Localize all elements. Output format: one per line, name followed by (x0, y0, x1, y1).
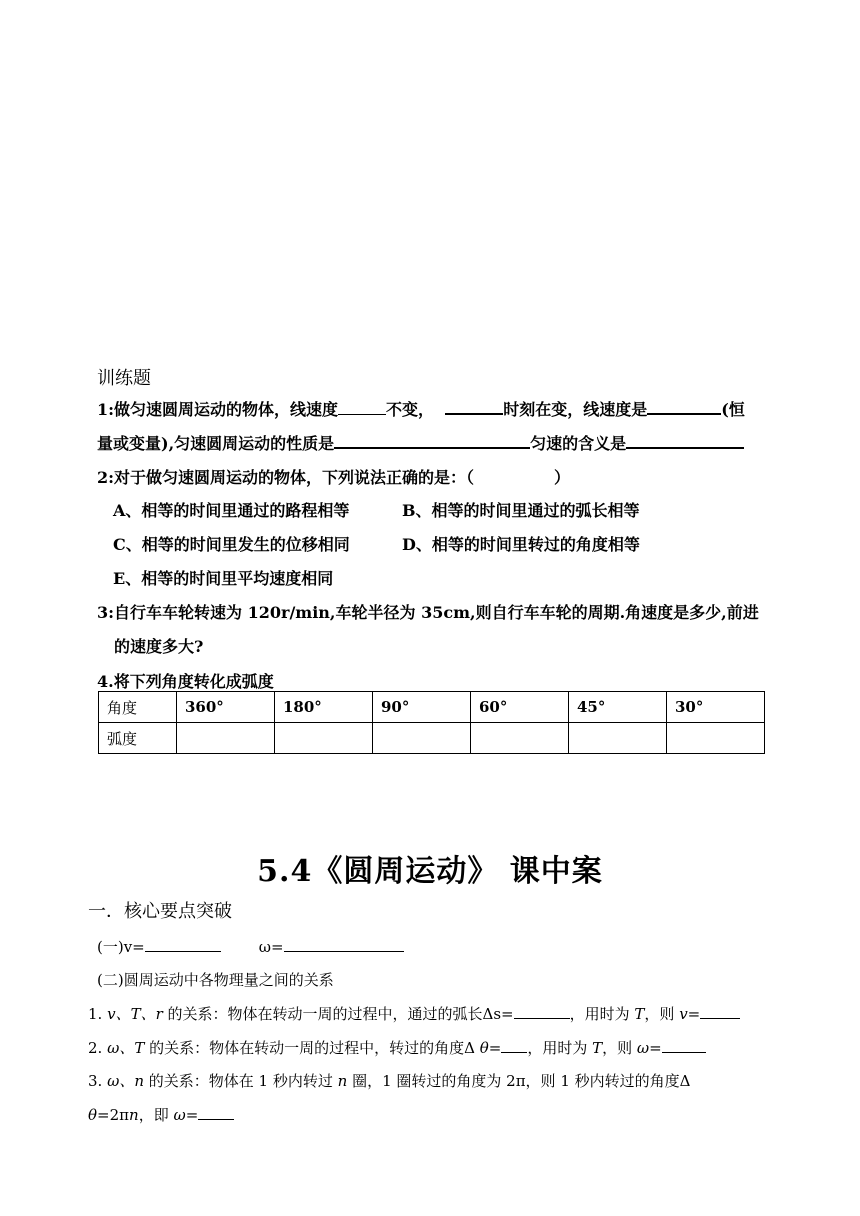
item-text: ，则 (602, 1039, 637, 1057)
item-number: 2. (88, 1039, 108, 1057)
symbol: T (592, 1039, 603, 1057)
omega-answer-blank[interactable] (662, 1038, 706, 1053)
symbols: ω、n (107, 1072, 144, 1090)
option-d[interactable]: D、相等的时间里转过的角度相等 (402, 535, 640, 554)
q1-blank-1[interactable] (338, 400, 386, 415)
angle-cell: 45° (569, 692, 667, 723)
sub-2: (二)圆周运动中各物理量之间的关系 (97, 971, 334, 989)
question-3-line-2: 的速度多大? (114, 637, 204, 656)
training-heading: 训练题 (97, 368, 151, 389)
angle-cell: 90° (373, 692, 471, 723)
table-row (99, 692, 765, 723)
symbols: ω、T (107, 1039, 145, 1057)
row-header-radian: 弧度 (99, 723, 177, 754)
radian-cell[interactable] (373, 723, 471, 754)
option-b[interactable]: B、相等的时间里通过的弧长相等 (402, 501, 640, 520)
lesson-title: 5.4《圆周运动》 课中案 (257, 854, 603, 889)
item-text: =2π (97, 1106, 130, 1124)
relation-item-3 (88, 1070, 776, 1091)
q1-text-1: 1:做匀速圆周运动的物体，线速度 (97, 400, 339, 419)
item-text: ，则 (644, 1005, 680, 1023)
symbol: T (634, 1005, 645, 1023)
v-blank[interactable] (145, 937, 221, 952)
item-text: ，用时为 (569, 1005, 635, 1023)
omega-n-blank[interactable] (198, 1105, 234, 1120)
item-text: ，即 (138, 1106, 174, 1124)
symbols: v、T、r (107, 1005, 163, 1023)
item-number: 1. (88, 1005, 108, 1023)
symbol: v= (679, 1005, 701, 1023)
q1-blank-3[interactable] (647, 399, 721, 415)
symbol: n (129, 1106, 139, 1124)
angle-blank[interactable] (501, 1038, 527, 1053)
radian-cell[interactable] (177, 723, 275, 754)
q1-text-5: 量或变量),匀速圆周运动的性质是 (97, 434, 335, 453)
v-answer-blank[interactable] (700, 1004, 740, 1019)
question-3-line-1: 3:自行车车轮转速为 120r/min,车轮半径为 35cm,则自行车车轮的周期.角速度是多少,前进 (97, 603, 759, 622)
angle-cell: 360° (177, 692, 275, 723)
omega-blank[interactable] (284, 937, 404, 952)
question-4-stem: 4.将下列角度转化成弧度 (97, 672, 274, 691)
option-e[interactable]: E、相等的时间里平均速度相同 (113, 569, 334, 588)
item-text: 的关系：物体在转动一周的过程中，通过的弧长Δs= (162, 1005, 514, 1023)
symbol: n (337, 1072, 348, 1090)
q1-blank-5[interactable] (626, 433, 744, 449)
option-a[interactable]: A、相等的时间里通过的路程相等 (113, 501, 350, 520)
item-text: = (488, 1039, 502, 1057)
angle-table (98, 691, 765, 754)
relation-item-3-line-2 (88, 1104, 234, 1125)
section-heading: 一．核心要点突破 (88, 901, 232, 922)
sub-1 (97, 936, 404, 957)
q1-text-4: (恒 (721, 400, 745, 419)
sub-1-w-label: ω= (258, 938, 284, 956)
question-1-line-1 (97, 397, 745, 420)
item-number: 3. (88, 1072, 108, 1090)
relation-item-1 (88, 1003, 776, 1024)
question-1-line-2 (97, 431, 744, 454)
relation-item-2 (88, 1037, 776, 1058)
item-text: ，用时为 (527, 1039, 593, 1057)
option-c[interactable]: C、相等的时间里发生的位移相同 (113, 535, 350, 554)
row-header-angle: 角度 (99, 692, 177, 723)
symbol: ω= (173, 1106, 199, 1124)
radian-cell[interactable] (275, 723, 373, 754)
symbol: ω= (636, 1039, 662, 1057)
q1-text-2: 不变， (386, 400, 435, 419)
radian-cell[interactable] (569, 723, 667, 754)
item-text: 圈，1 圈转过的角度为 2π，则 1 秒内转过的角度Δ (347, 1072, 691, 1090)
q1-blank-2[interactable] (445, 399, 503, 415)
symbol: θ (88, 1106, 98, 1124)
symbol: θ (479, 1039, 489, 1057)
q1-text-6: 匀速的含义是 (530, 434, 627, 453)
item-text: 的关系：物体在 1 秒内转过 (144, 1072, 338, 1090)
table-row (99, 723, 765, 754)
angle-cell: 30° (667, 692, 765, 723)
sub-1-v-label: (一)v= (97, 938, 145, 956)
radian-cell[interactable] (667, 723, 765, 754)
question-2-stem: 2:对于做匀速圆周运动的物体，下列说法正确的是：（ ） (97, 468, 571, 487)
item-text: 的关系：物体在转动一周的过程中，转过的角度Δ (144, 1039, 480, 1057)
q1-blank-4[interactable] (334, 433, 530, 449)
q1-text-3: 时刻在变，线速度是 (503, 400, 648, 419)
angle-cell: 60° (471, 692, 569, 723)
radian-cell[interactable] (471, 723, 569, 754)
angle-cell: 180° (275, 692, 373, 723)
arc-length-blank[interactable] (514, 1004, 570, 1019)
